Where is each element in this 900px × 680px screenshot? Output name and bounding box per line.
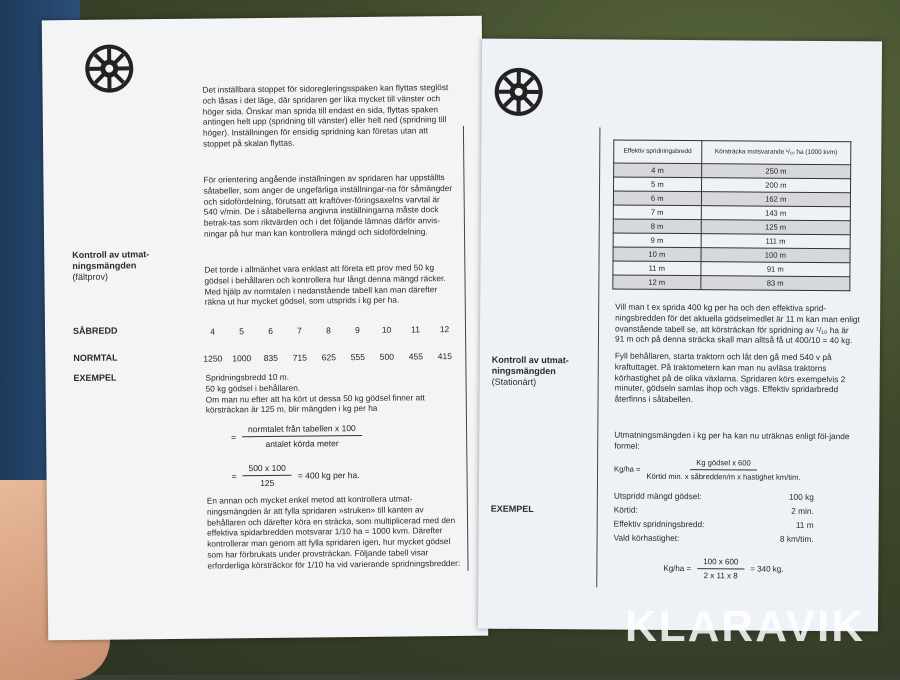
right-page (478, 39, 882, 632)
equals-sign: = (298, 470, 303, 480)
formula2-numerator: 100 x 600 (697, 557, 744, 569)
normtal-value: 625 (314, 352, 343, 362)
sabredd-value: 7 (285, 325, 314, 335)
sabredd-value: 12 (430, 324, 459, 334)
example-label: Effektiv spridningsbredd: (614, 519, 705, 534)
formula-lhs: Kg/ha = (614, 465, 640, 474)
sabredd-value: 11 (401, 324, 430, 334)
normtal-value: 555 (343, 352, 372, 362)
example-text (205, 370, 455, 416)
formula2-result: 400 kg per ha. (305, 470, 359, 481)
field-test-paragraph: Det torde i allmänhet vara enklast att företa ett prov med 50 kg gödsel i behållaren och kontrollera hur långt denna mängd räcker. Med hjälp av normtalen i nedanstående tabell kan man därefter räkna ut hur mycket gödsel, som utsprids i kg per ha. (204, 262, 454, 308)
normtal-values (198, 351, 459, 364)
example-value: 8 km/tim. (780, 534, 814, 548)
example-value: 11 m (796, 520, 814, 534)
distance-cell: 125 m (701, 220, 850, 235)
formula-intro: Utmatningsmängden i kg per ha kan nu uträknas enligt föl-jande formel: (614, 430, 859, 453)
equals-sign: = (231, 432, 236, 442)
example-row (614, 519, 814, 534)
formula2-numerator: 500 x 100 (242, 463, 291, 477)
side-label-field-test (72, 249, 182, 283)
example-row (614, 491, 814, 506)
formula1-denominator: antalet körda meter (265, 436, 338, 449)
normtal-value: 1250 (198, 353, 227, 363)
distance-cell: 250 m (701, 164, 850, 179)
alternative-method-paragraph: En annan och mycket enkel metod att kontrollera utmat-ningsmängden är att fylla spridaren »struken» till kanten av behållaren och därefter köra en sträcka, som multiplicerad med den effektiva spidarbredden motsvarar 1/10 ha = 1000 kvm. Därefter kontrollerar man genom att fylla spridaren igen, hur mycket gödsel som har förbrukats under provsträckan. Följande tabell visar erforderliga körsträckor för 1/10 ha vid varierande spridningsbredder: (207, 493, 463, 571)
example-label: Vald körhastighet: (614, 533, 680, 547)
exempel-label: EXEMPEL (491, 504, 534, 515)
distance-cell: 83 m (700, 276, 849, 291)
sabredd-value: 5 (227, 326, 256, 336)
formula-denominator: Körtid min. x såbredden/m x hastighet km/tim. (646, 470, 800, 482)
sabredd-value: 4 (198, 326, 227, 336)
table-row (613, 275, 850, 291)
example-values (614, 491, 814, 548)
normtal-value: 835 (256, 353, 285, 363)
column-rule (596, 127, 600, 587)
formula2-result: = 340 kg. (750, 564, 783, 573)
sabredd-value: 6 (256, 326, 285, 336)
width-cell: 12 m (613, 275, 701, 290)
example-value: 2 min. (791, 506, 814, 520)
formula-result (663, 557, 783, 581)
example-label: Utspridd mängd gödsel: (614, 491, 702, 506)
distance-cell: 143 m (701, 206, 850, 221)
spreading-width-table (612, 140, 851, 292)
distance-cell: 100 m (701, 248, 850, 263)
formula-numerator: Kg gödsel x 600 (690, 458, 757, 470)
table-header-width: Effektiv spridningsbredd (614, 140, 702, 164)
wheel-logo-icon (494, 67, 544, 117)
procedure-paragraph: Fyll behållaren, starta traktorn och låt den gå med 540 v på kraftuttaget. På traktometern kan man nu avläsa traktorns körhastighet på de olika växlarna. Spridaren körs exempelvis 2 minuter, gödseln samlas ihop och vägs. Effektiv spridarbredd återfinns i såtabellen. (615, 351, 860, 407)
exempel-label: EXEMPEL (73, 373, 116, 384)
equals-sign: = (231, 471, 236, 481)
table-header-distance: Körsträcka motsvarande ¹/₁₀ ha (1000 kvm) (701, 141, 851, 165)
intro-paragraph: Det inställbara stoppet för sidoregleringsspaken kan flyttas steglöst och låsas i det läge, där spridaren ger lika mycket till vänster och höger sida. Önskar man sprida till endast en sida, flyttas spaken antingen helt upp (spridning till vänster) eller helt ned (spridning till höger). Inställningen för ensidig spridning kan företas utan att stoppet på skalan flyttas. (202, 82, 453, 149)
normtal-value: 500 (372, 352, 401, 362)
side-label-sub: (Stationärt) (492, 377, 592, 389)
distance-cell: 91 m (701, 262, 850, 277)
formula2-lhs: Kg/ha = (663, 564, 691, 573)
normtal-value: 715 (285, 352, 314, 362)
wheel-logo-icon (84, 43, 135, 94)
normtal-value: 1000 (227, 353, 256, 363)
sabredd-value: 9 (343, 325, 372, 335)
sabredd-values (198, 324, 459, 337)
example-line: Spridningsbredd 10 m. (205, 370, 455, 383)
formula-1 (231, 423, 368, 449)
width-cell: 6 m (613, 191, 701, 206)
left-page (42, 16, 488, 641)
width-cell: 4 m (614, 163, 702, 178)
formula-2 (231, 462, 359, 488)
example-label: Körtid: (614, 505, 638, 519)
sabredd-value: 8 (314, 325, 343, 335)
sabredd-value: 10 (372, 325, 401, 335)
example-row (614, 533, 814, 548)
width-cell: 5 m (614, 177, 702, 192)
normtal-value: 415 (430, 351, 459, 361)
formula1-numerator: normtalet från tabellen x 100 (242, 423, 362, 437)
distance-cell: 200 m (701, 178, 850, 193)
distance-cell: 162 m (701, 192, 850, 207)
example-line: Om man nu efter att ha kört ut dessa 50 kg gödsel finner att körsträckan är 125 m, blir mängden i kg per ha (206, 392, 456, 416)
side-label-sub: (fältprov) (72, 271, 182, 283)
example-value: 100 kg (789, 492, 814, 506)
example-paragraph: Vill man t ex sprida 400 kg per ha och den effektiva sprid-ningsbredden för det aktuella gödselmedlet är 11 m kan man enligt ovanstående tabell se, att körsträckan för spridning av ¹/₁₀ ha är 91 m och på denna sträcka skall man alltså få ut 400/10 = 40 kg. (615, 302, 860, 347)
width-cell: 7 m (613, 205, 701, 220)
normtal-value: 455 (401, 351, 430, 361)
formula2-denominator: 125 (260, 476, 274, 488)
width-cell: 11 m (613, 261, 701, 276)
side-label-stationary (492, 355, 592, 389)
side-label-title: Kontroll av utmat-ningsmängden (72, 249, 182, 272)
formula2-denominator: 2 x 11 x 8 (704, 569, 738, 580)
width-cell: 8 m (613, 219, 701, 234)
normtal-label: NORMTAL (73, 353, 117, 364)
distance-cell: 111 m (701, 234, 850, 249)
side-label-title: Kontroll av utmat-ningsmängden (492, 355, 592, 378)
sabredd-label: SÅBREDD (73, 326, 118, 337)
width-cell: 9 m (613, 233, 701, 248)
example-row (614, 505, 814, 520)
width-cell: 10 m (613, 247, 701, 262)
column-rule (463, 126, 469, 571)
orientation-paragraph: För orientering angående inställningen av spridaren har uppställts såtabeller, som anger de ungefärliga inställningar-na för såmängder och sidofördelning, förutsatt att kraftöver-föringsaxelns varvtal är 540 v/min. De i såtabellerna angivna inställningarna måste dock betrak-tas som riktvärden och i det följande lämnas därför anvis-ningar på hur man kan kontrollera mängd och sidofördelning. (203, 172, 454, 239)
formula-main (614, 458, 807, 482)
watermark-logo: KLARAVIK (625, 602, 865, 652)
example-line: 50 kg gödsel i behållaren. (206, 381, 456, 394)
